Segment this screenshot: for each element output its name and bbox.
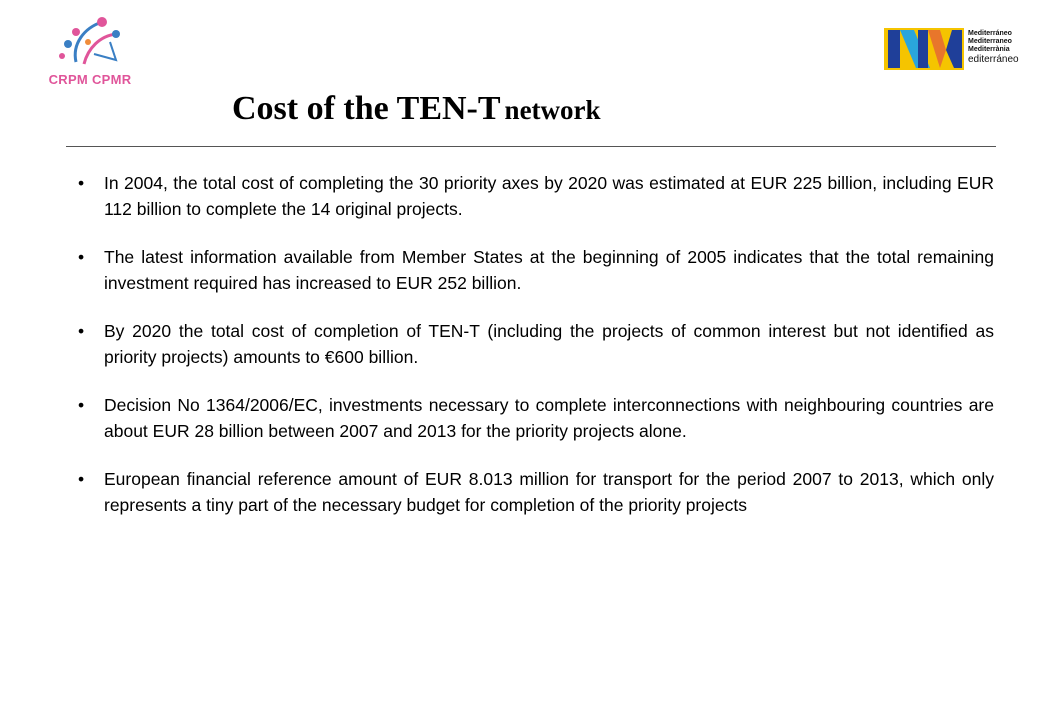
bullet-text: By 2020 the total cost of completion of TEN-T (including the projects of common interest but not identified as priority projects) amounts to €600 billion. xyxy=(104,321,994,367)
bullet-list xyxy=(78,170,994,540)
bullet-marker: • xyxy=(78,173,85,193)
bullet-marker: • xyxy=(78,395,85,415)
bullet-text: European financial reference amount of EUR 8.013 million for transport for the period 2007 to 2013, which only represents a tiny part of the necessary budget for completion of the priority projects xyxy=(104,469,994,515)
slide-title-main: Cost of the TEN-T xyxy=(232,90,501,127)
crpm-emblem-icon xyxy=(54,14,134,72)
mediterraneo-line-2: Mediterraneo xyxy=(968,38,1012,45)
bullet-text: The latest information available from Member States at the beginning of 2005 indicates that the total remaining investment required has increased to EUR 252 billion. xyxy=(104,247,994,293)
mediterraneo-logo-text: editerráneo xyxy=(968,54,1019,65)
mediterraneo-line-3: Mediterrània xyxy=(968,46,1010,53)
mediterraneo-line-1: Mediterráneo xyxy=(968,30,1012,37)
bullet-text: Decision No 1364/2006/EC, investments necessary to complete interconnections with neighbouring countries are about EUR 28 billion between 2007 and 2013 for the priority projects alone. xyxy=(104,395,994,441)
mediterraneo-logo xyxy=(884,24,1034,74)
slide-title-suffix: network xyxy=(504,95,601,125)
bullet-text: In 2004, the total cost of completing the 30 priority axes by 2020 was estimated at EUR 225 billion, including EUR 112 billion to complete the 14 original projects. xyxy=(104,173,994,219)
bullet-marker: • xyxy=(78,321,85,341)
bullet-item xyxy=(78,318,994,370)
bullet-marker: • xyxy=(78,469,85,489)
slide-title xyxy=(232,90,601,128)
bullet-item xyxy=(78,170,994,222)
bullet-item xyxy=(78,466,994,518)
mediterraneo-emblem-icon xyxy=(884,24,966,70)
crpm-logo-text: CRPM CPMR xyxy=(48,72,132,87)
bullet-item xyxy=(78,392,994,444)
crpm-logo xyxy=(40,14,150,92)
title-divider xyxy=(66,146,996,147)
bullet-marker: • xyxy=(78,247,85,267)
bullet-item xyxy=(78,244,994,296)
